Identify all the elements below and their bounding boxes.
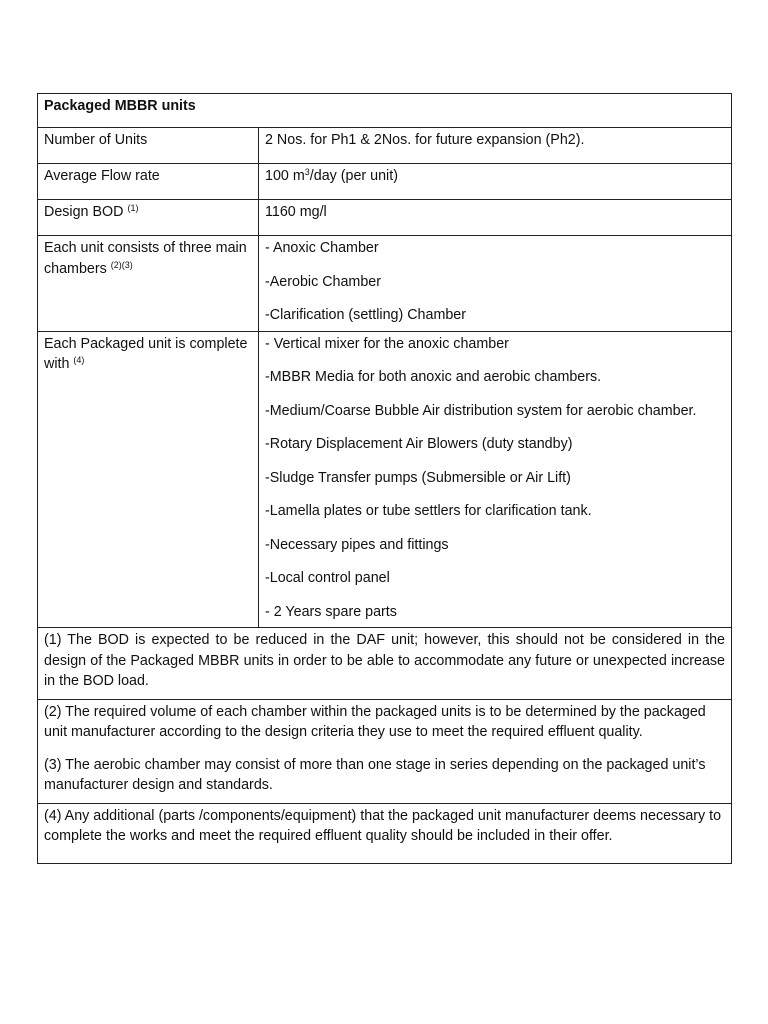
- note-row: [38, 699, 732, 803]
- list-item: - 2 Years spare parts: [265, 603, 397, 620]
- table-row: [38, 236, 732, 332]
- row-label-chambers: [38, 236, 259, 332]
- list-item: - Anoxic Chamber: [265, 240, 379, 256]
- complete-footnote-ref: (4): [73, 355, 85, 365]
- title-row: [38, 94, 732, 128]
- mbbr-spec-table: [37, 93, 732, 864]
- table-row: [38, 164, 732, 200]
- chambers-footnote-ref: (2)(3): [110, 259, 133, 270]
- note-row: [38, 803, 732, 863]
- row-label-complete: [38, 331, 259, 628]
- list-item: -Rotary Displacement Air Blowers (duty standby): [265, 436, 573, 452]
- list-item: -Aerobic Chamber: [265, 273, 382, 290]
- note-row: [38, 628, 732, 700]
- flow-value-unit: /day (per unit): [309, 168, 398, 184]
- row-value-flow: [259, 164, 732, 200]
- list-item: -Clarification (settling) Chamber: [265, 307, 467, 323]
- chambers-label-text: Each unit consists of three main chambers: [44, 240, 247, 277]
- chambers-list: [259, 236, 732, 332]
- complete-label-text: Each Packaged unit is complete with: [44, 335, 248, 372]
- row-label-units: Number of Units: [38, 128, 259, 164]
- footnote-2: (2) The required volume of each chamber within the packaged units is to be determined by the packaged unit manufacturer according to the design criteria they use to meet the required effluent quality.: [44, 703, 706, 740]
- footnote-2-3-cell: [38, 699, 732, 803]
- footnote-4-cell: [38, 803, 732, 863]
- row-value-bod: 1160 mg/l: [259, 200, 732, 236]
- list-item: -Lamella plates or tube settlers for clarification tank.: [265, 503, 592, 519]
- footnote-3: (3) The aerobic chamber may consist of more than one stage in series depending on the packaged unit’s manufacturer design and standards.: [44, 756, 706, 793]
- list-item: - Vertical mixer for the anoxic chamber: [265, 335, 509, 352]
- table-row: [38, 331, 732, 628]
- list-item: -Medium/Coarse Bubble Air distribution system for aerobic chamber.: [265, 402, 697, 419]
- bod-label-text: Design BOD: [44, 204, 124, 220]
- flow-superscript: 3: [304, 167, 310, 177]
- footnote-1: (1) The BOD is expected to be reduced in the DAF unit; however, this should not be considered in the design of the Packaged MBBR units in order to be able to accommodate any future or unexpected increase in the BOD load.: [44, 632, 725, 689]
- table-row: [38, 128, 732, 164]
- table-title: Packaged MBBR units: [38, 94, 732, 128]
- list-item: -Sludge Transfer pumps (Submersible or Air Lift): [265, 469, 571, 486]
- list-item: -MBBR Media for both anoxic and aerobic chambers.: [265, 369, 602, 385]
- footnote-4: (4) Any additional (parts /components/equipment) that the packaged unit manufacturer deems necessary to complete the works and meet the required effluent quality should be included in their offer.: [44, 807, 722, 844]
- row-label-bod: [38, 200, 259, 236]
- flow-value-number: 100 m: [265, 168, 305, 184]
- row-value-units: 2 Nos. for Ph1 & 2Nos. for future expansion (Ph2).: [259, 128, 732, 164]
- table-row: [38, 200, 732, 236]
- row-label-flow: Average Flow rate: [38, 164, 259, 200]
- bod-footnote-ref: (1): [127, 203, 139, 213]
- list-item: -Local control panel: [265, 570, 390, 586]
- components-list: [259, 331, 732, 628]
- footnote-1-cell: [38, 628, 732, 700]
- list-item: -Necessary pipes and fittings: [265, 536, 449, 553]
